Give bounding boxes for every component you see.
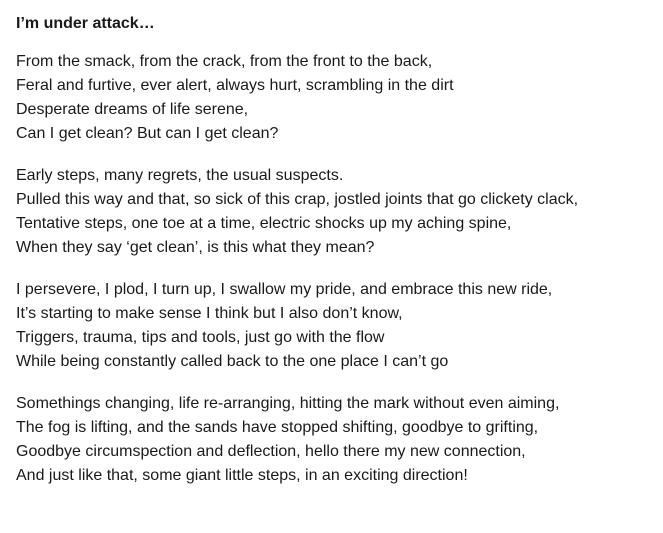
poem-line: Feral and furtive, ever alert, always hurt, scrambling in the dirt bbox=[16, 77, 454, 94]
poem-line: Can I get clean? But can I get clean? bbox=[16, 125, 279, 142]
poem-line: While being constantly called back to the one place I can’t go bbox=[16, 353, 449, 370]
poem-line: Tentative steps, one toe at a time, electric shocks up my aching spine, bbox=[16, 215, 512, 232]
poem-line: From the smack, from the crack, from the front to the back, bbox=[16, 53, 433, 70]
poem-line: The fog is lifting, and the sands have stopped shifting, goodbye to grifting, bbox=[16, 419, 539, 436]
stanza-3 bbox=[16, 278, 651, 374]
stanza-2 bbox=[16, 164, 651, 260]
poem-line: Triggers, trauma, tips and tools, just go with the flow bbox=[16, 329, 385, 346]
poem-line: And just like that, some giant little steps, in an exciting direction! bbox=[16, 467, 468, 484]
poem-line: Early steps, many regrets, the usual suspects. bbox=[16, 167, 344, 184]
poem-line: Goodbye circumspection and deflection, hello there my new connection, bbox=[16, 443, 526, 460]
poem-line: Pulled this way and that, so sick of this crap, jostled joints that go clickety clack, bbox=[16, 191, 579, 208]
poem-title: I’m under attack… bbox=[16, 15, 155, 32]
poem-line: It’s starting to make sense I think but I also don’t know, bbox=[16, 305, 403, 322]
poem-line: Desperate dreams of life serene, bbox=[16, 101, 249, 118]
poem-line: I persevere, I plod, I turn up, I swallow my pride, and embrace this new ride, bbox=[16, 281, 553, 298]
poem-line: Somethings changing, life re-arranging, hitting the mark without even aiming, bbox=[16, 395, 560, 412]
poem-line: When they say ‘get clean’, is this what they mean? bbox=[16, 239, 375, 256]
stanza-4 bbox=[16, 392, 651, 488]
stanza-1 bbox=[16, 50, 651, 146]
